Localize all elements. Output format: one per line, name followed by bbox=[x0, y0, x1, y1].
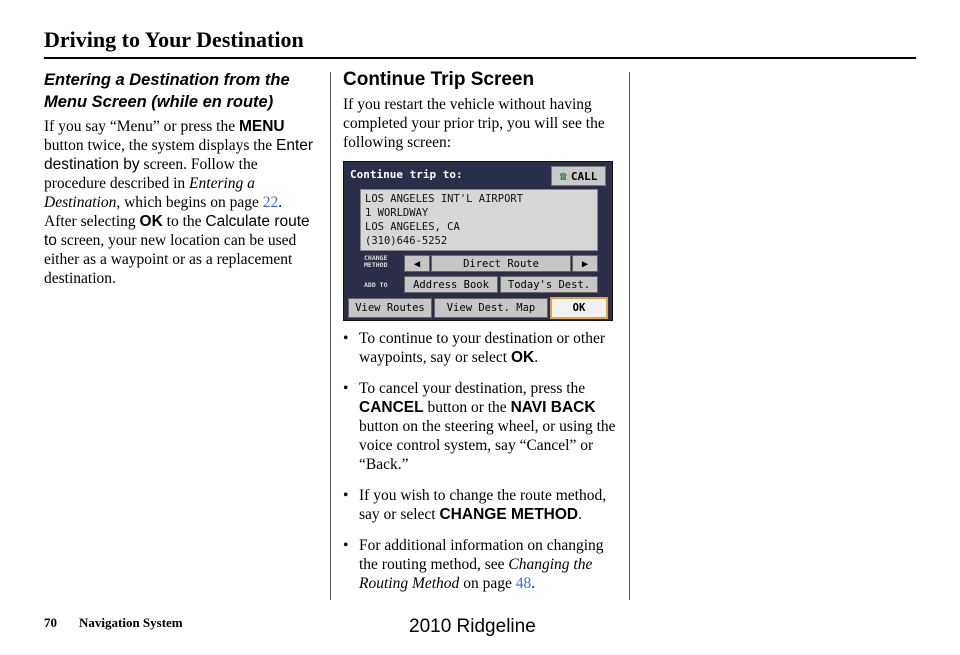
add-to-label: ADD TO bbox=[364, 281, 388, 289]
list-item bbox=[343, 536, 623, 593]
watermark: 2010 Ridgeline bbox=[409, 616, 536, 637]
address-line: LOS ANGELES, CA bbox=[365, 221, 460, 233]
call-button bbox=[551, 166, 606, 186]
title-rule bbox=[44, 57, 916, 59]
text-run: button on the steering wheel, or using the voice control system, say “Cancel” or “Back.” bbox=[359, 418, 616, 473]
column-divider-right bbox=[629, 72, 630, 600]
route-prev-button bbox=[404, 255, 430, 272]
ok-button: OK bbox=[550, 297, 608, 319]
continue-trip-intro: If you restart the vehicle without having completed your prior trip, you will see the following screen: bbox=[343, 96, 605, 151]
text-run: screen. Follow the procedure described in bbox=[44, 156, 258, 192]
screen-title: Continue trip to: bbox=[350, 168, 463, 181]
list-item bbox=[343, 486, 623, 524]
ok-ref: OK bbox=[139, 213, 163, 230]
address-line: LOS ANGELES INT'L AIRPORT bbox=[365, 193, 524, 205]
page-number: 70 bbox=[44, 615, 57, 630]
footer-system-name: Navigation System bbox=[79, 615, 183, 630]
left-column bbox=[44, 69, 316, 288]
address-line: 1 WORLDWAY bbox=[365, 207, 429, 219]
enter-destination-by-ref: Enter destination by bbox=[44, 137, 314, 173]
route-next-button bbox=[572, 255, 598, 272]
address-book-button: Address Book bbox=[404, 276, 498, 293]
view-dest-map-button: View Dest. Map bbox=[434, 298, 548, 318]
menu-button-ref: MENU bbox=[238, 118, 285, 135]
address-line: (310)646-5252 bbox=[365, 235, 448, 247]
changing-routing-method-ref: Changing the Routing Method bbox=[359, 556, 593, 592]
list-item bbox=[343, 379, 623, 474]
text-run: . bbox=[578, 506, 582, 523]
cancel-button-ref: CANCEL bbox=[359, 399, 424, 416]
view-routes-button: View Routes bbox=[348, 298, 432, 318]
list-item bbox=[343, 329, 623, 367]
destination-info-box bbox=[360, 189, 598, 251]
text-run: To cancel your destination, press the bbox=[359, 380, 586, 397]
entering-destination-ref: Entering a Destination bbox=[44, 175, 255, 211]
section-heading-continue-trip: Continue Trip Screen bbox=[343, 69, 535, 90]
section-heading-menu-destination: Entering a Destination from the Menu Screen (while en route) bbox=[44, 71, 290, 111]
text-run: screen, your new location can be used either as a waypoint or as a replacement destination. bbox=[44, 232, 297, 287]
column-divider-left bbox=[330, 72, 331, 600]
page-title: Driving to Your Destination bbox=[44, 27, 304, 52]
ok-ref: OK bbox=[510, 349, 535, 366]
calculate-route-ref: Calculate route to bbox=[44, 213, 310, 249]
navi-back-button-ref: NAVI BACK bbox=[510, 399, 596, 416]
text-run: to the bbox=[162, 213, 206, 230]
text-run: , which begins on page bbox=[116, 194, 263, 211]
instruction-list bbox=[343, 329, 623, 593]
route-method-button: Direct Route bbox=[431, 255, 571, 272]
call-label: CALL bbox=[570, 169, 598, 183]
text-run: For additional information on changing the routing method, see bbox=[359, 537, 604, 573]
phone-icon: ☎ bbox=[559, 169, 567, 183]
text-run: . bbox=[534, 349, 539, 366]
text-run: To continue to your destination or other waypoints, say or select bbox=[359, 330, 606, 366]
text-run: If you wish to change the route method, say or select bbox=[359, 487, 607, 523]
left-arrow-icon: ◀ bbox=[413, 257, 421, 270]
text-run: If you say “Menu” or press the bbox=[44, 118, 239, 135]
todays-dest-button: Today's Dest. bbox=[500, 276, 598, 293]
text-run: button twice, the system displays the bbox=[44, 137, 277, 154]
text-run: on page bbox=[459, 575, 516, 592]
menu-destination-paragraph bbox=[44, 117, 316, 288]
text-run: . bbox=[531, 575, 536, 592]
middle-column bbox=[343, 68, 623, 605]
page-link-22[interactable]: 22 bbox=[262, 194, 279, 211]
continue-trip-screen-image bbox=[343, 161, 613, 321]
text-run: button or the bbox=[423, 399, 511, 416]
change-method-ref: CHANGE METHOD bbox=[439, 506, 579, 523]
page-link-48[interactable]: 48 bbox=[515, 575, 532, 592]
change-method-label: CHANGE METHOD bbox=[364, 254, 388, 269]
right-arrow-icon: ▶ bbox=[581, 257, 589, 270]
text-run: . After selecting bbox=[44, 194, 283, 230]
